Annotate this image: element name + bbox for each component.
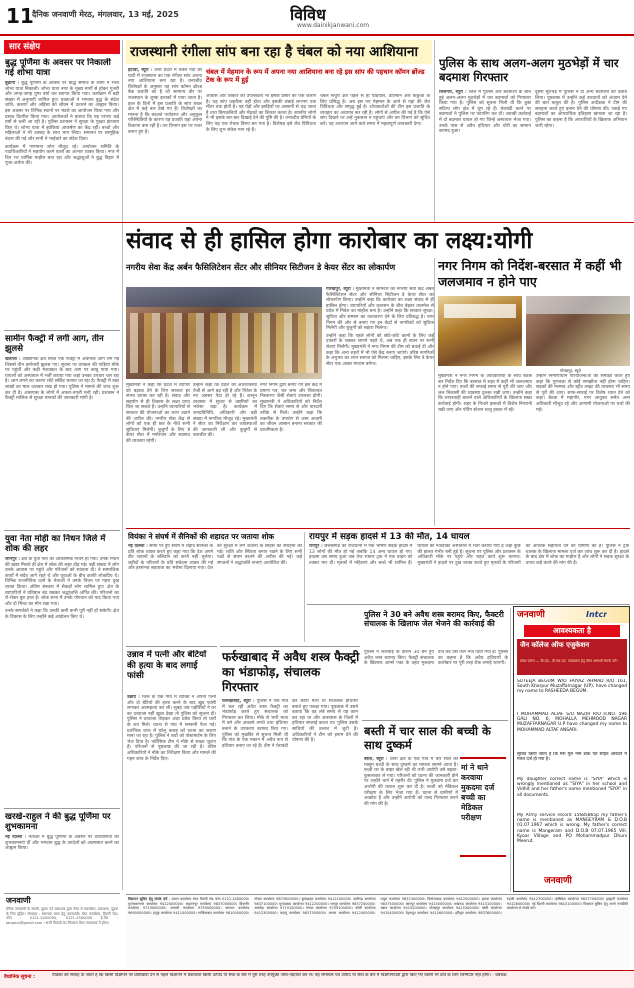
farrukhabad-body: फर्रुखाबाद, ब्यूरो । पुलिस ने एक गांव में चल रही अवैध शस्त्र फैक्ट्री का भंडाफोड़ करते हुए संचालक को गिरफ्तार कर लिया। मौके से भारी मात्रा में बने और अधबने तमंचे तथा हथियार बनाने के उपकरण बरामद किए गए। पुलिस को मुखबिर से सूचना मिली थी कि गांव के एक मकान में अवैध रूप से हथियार बनाए जा रहे हैं। टीम ने घेराबंदी कर छापा मारा तो संचालक हथियार बनाते हुए पकड़ा गया। पूछताछ में उसने बताया कि वह लंबे समय से यह काम कर रहा था और आसपास के जिलों में हथियार सप्लाई करता था। पुलिस उसके साथियों की तलाश में जुटी है। अधिकारियों ने टीम को इनाम देने की घोषणा की है। [222,699,358,749]
classified-ad-box [513,606,630,892]
disclaimer-label: वैधानिक सूचना : [4,974,36,980]
police30-body: पुलिस ने कार्रवाई के दौरान 30 बने हुए अवैध शस्त्र बरामद किए। फैक्ट्री संचालक के खिलाफ आर्म्स एक्ट के तहत मुकदमा दर्ज कर उसे जेल भेज दिया गया है। पुलिस का कहना है कि अवैध हथियारों के कारोबार पर पूरी तरह रोक लगाई जाएगी। [364,650,508,667]
brief-1-headline: बुद्ध पूर्णिमा के अवसर पर निकाली गई शोभा यात्रा [5,58,111,78]
basti-headline: बस्ती में चार साल की बच्ची के साथ दुष्कर्म [364,724,491,752]
brief-2-headline: सामीन फैक्ट्री में लगी आग, तीन झुलसे [5,334,104,354]
lead-subhead: नगरीय सेवा केंद्र अर्बन फैसिलिटेशन सेंटर और सीनियर सिटीजन डे केयर सेंटर का लोकार्पण [126,262,396,272]
brief-4-body: नई दिल्ली । नेताओं ने बुद्ध पूर्णिमा के अवसर पर देशवासियों को शुभकामनाएं दीं और भगवान बुद्ध के उपदेशों को आत्मसात करने का आह्वान किया। [5,835,119,852]
police-body-col2: दूसरी मुठभेड़ में पुलिस ने दो अन्य बदमाशों को दबोच लिया। पूछताछ में उन्होंने कई वारदातों को अंजाम देने की बात कबूल की है। पुलिस अधीक्षक ने टीम की सराहना करते हुए इनाम देने की घोषणा की। पकड़े गए बदमाशों का आपराधिक इतिहास खंगाला जा रहा है। पुलिस का कहना है कि अपराधियों के खिलाफ अभियान जारी रहेगा। [535,90,627,129]
unnao-body: उन्नाव । जिले के एक गांव में व्यक्ति ने अपनी पत्नी और दो बेटियों की हत्या करने के बाद खुद फांसी लगाकर आत्महत्या कर ली। सुबह जब पड़ोसियों ने घर का दरवाजा नहीं खुला देखा तो पुलिस को सूचना दी। पुलिस ने दरवाजा तोड़कर अंदर प्रवेश किया तो चारों के शव मिले। घटना से गांव में सनसनी फैल गई। प्रारंभिक जांच में घरेलू कलह को घटना का कारण माना जा रहा है। पुलिस ने शवों को पोस्टमार्टम के लिए भेज दिया है। फॉरेंसिक टीम ने मौके से साक्ष्य जुटाए हैं। परिजनों से पूछताछ की जा रही है। वरिष्ठ अधिकारियों ने मौके का निरीक्षण किया और मामले की गहन जांच के निर्देश दिए। [127,695,216,762]
notice-name-change-3: My daughter correct name is "SIYA" which is wrongly mentioned as "SIYA" in her school and Vidhit and her father's name mentioned "SIYA" in all documents. [517,777,627,798]
basti-body: बस्ती, ब्यूरो । थाना क्षेत्र के एक गांव में चार साल की मासूम बच्ची के साथ दुष्कर्म का मामला सामने आया है। बच्ची घर के बाहर खेल रही थी तभी आरोपी उसे बहला-फुसलाकर ले गया। परिजनों को घटना की जानकारी होने पर उन्होंने थाने में तहरीर दी। पुलिस ने मुकदमा दर्ज कर आरोपी की तलाश शुरू कर दी है। बच्ची को मेडिकल परीक्षण के लिए भेजा गया है। घटना से ग्रामीणों में आक्रोश है और उन्होंने आरोपी को जल्द गिरफ्तार करने की मांग की है। [364,757,458,807]
nagar-nigam-photo-2 [526,296,630,366]
viyon-body: नई दिल्ली । सीमा पर हुए संघर्ष में शहीद सैनिकों के प्रति शोक व्यक्त करते हुए कहा गया कि देश अपने वीर जवानों के बलिदान को कभी नहीं भूलेगा। शहीदों के परिवारों के प्रति संवेदना व्यक्त की गई और हरसंभव सहायता का भरोसा दिलाया गया। देश की सुरक्षा में लगे जवानों के साहस की सराहना की गई। शांति और स्थिरता बनाए रखने के लिए सभी पक्षों से संयम बरतने की अपील की गई। कई संगठनों ने श्रद्धांजलि सभाएं आयोजित कीं। [128,544,302,572]
chambal-body-col1: इटावा, ब्यूरो । उत्तर प्रदेश में चंबल नदी की घाटी में राजस्थान का एक रंगीला सांप अपना नया आशियाना बना रहा है। वन्यजीव विशेषज्ञों के अनुसार यह सांप कॉमन ब्रोंज्ड बैक प्रजाति का है जो सामान्य तौर पर राजस्थान के शुष्क इलाकों में पाया जाता है। हाल के दिनों में इस प्रजाति के सांप चंबल क्षेत्र में कई बार देखे गए हैं। विशेषज्ञों का मानना है कि बदलते पर्यावरण और अनुकूल परिस्थितियों के कारण यह प्रजाति यहां अपना ठिकाना बना रही है। वन विभाग इस पर नजर बनाए हुए है। [128,68,202,135]
police-headline: पुलिस के साथ अलग-अलग मुठभेड़ों में चार बदमाश गिरफ्तार [439,56,619,84]
basti-story [362,720,508,892]
basti-pullquote: मां ने थाने करवाया मुकदमा दर्ज बच्ची का मेडिकल परीक्षण [460,757,506,857]
classified-brand: जनवाणी [517,610,545,620]
unnao-headline: उन्नाव में पत्नी और बेटियों की हत्या के बाद लगाई फांसी [127,650,207,681]
nagar-nigam-caption: गोरखपुर, ब्यूरो [560,368,581,373]
brief-3-body: जौनपुर । क्षेत्र के युवा नेता का आकस्मिक निधन हो गया। उनके निधन की खबर मिलते ही क्षेत्र में शोक की लहर दौड़ गई। बड़ी संख्या में लोग उनके आवास पर पहुंचे और परिजनों को सांत्वना दी। वे सामाजिक कार्यों में सदैव आगे रहते थे और युवाओं के बीच काफी लोकप्रिय थे। विभिन्न राजनीतिक दलों के नेताओं ने उनके निधन पर गहरा दुख व्यक्त किया। अंतिम संस्कार में सैकड़ों लोग शामिल हुए। क्षेत्र के व्यापारियों ने प्रतिष्ठान बंद रखकर श्रद्धांजलि अर्पित की। परिजनों का रो-रोकर बुरा हाल है। शोक सभा में उनके योगदान को याद किया गया और दो मिनट का मौन रखा गया। उनके समर्थकों ने कहा कि उनकी कमी कभी पूरी नहीं हो सकेगी। क्षेत्र के विकास के लिए उन्होंने कई आंदोलन किए थे। [5,557,119,620]
lead-body-col3: नगर निगम द्वारा बनाए गए इस केंद्र में प्रमाण पत्र, कर जमा और शिकायत निस्तारण जैसी सेवाएं उपलब्ध होंगी। मुख्यमंत्री ने अधिकारियों को निर्देश दिए कि सेवाएं समय से और पारदर्शी तरीके से मिलें। उन्होंने कहा कि तकनीक के उपयोग से आम आदमी का जीवन आसान बनाना सरकार की प्राथमिकता है। [260,383,322,433]
brief-3-headline: युवा नेता मोही का निधन जिले में शोक की लहर [5,534,106,554]
paper-dateline: दैनिक जनवाणी मेरठ, मंगलवार, 13 मई, 2025 [32,10,179,19]
lead-body-col4: गोरखपुर, ब्यूरो । मुख्यमंत्री ने सोमवार को नगरीय सेवा केंद्र अर्बन फैसिलिटेशन सेंटर और सीनियर सिटीजन डे केयर सेंटर का लोकार्पण किया। उन्होंने कहा कि कारोबार का लक्ष्य संवाद से ही हासिल होगा। व्यापारियों और प्रशासन के बीच बेहतर तालमेल से प्रदेश में निवेश का माहौल बना है। उन्होंने कहा कि सरकार सुरक्षा, सुविधा और सम्मान का वातावरण देने के लिए प्रतिबद्ध है। नगर निगम की ओर से बनाए गए इन केंद्रों से नागरिकों को सुविधा मिलेगी और बुजुर्गों को सहारा मिलेगा। उन्होंने कहा कि पहले लोगों को छोटे-छोटे कामों के लिए कई दफ्तरों के चक्कर लगाने पड़ते थे, अब एक ही स्थान पर सभी सेवाएं मिलेंगी। मुख्यमंत्री ने नगर निगम की टीम को बधाई दी और कहा कि अन्य शहरों में भी ऐसे केंद्र बनाए जाएंगे। वरिष्ठ नागरिकों के अनुभव का लाभ समाज को मिलना चाहिए, इसके लिए डे केयर सेंटर एक अच्छा माध्यम बनेगा। [326,287,434,367]
imprint-box [4,893,120,967]
classified-footer-brand: जनवाणी [544,876,572,886]
viyon-headline: वियंका ने संघर्ष में सैनिकों की शहादत पर जताया शोक [128,532,275,541]
office-directory-text: विज्ञापन सूचित हेतु संपर्क करें : प्रधान कार्यालय मेरठ दिल्ली रोड फोन 0121-2400000। मुजफ्फरनगर कार्यालय 9412000000। सहारनपुर कार्यालय 9837000000। बिजनौर कार्यालय 9719000000। शामली कार्यालय 9759000000। बागपत कार्यालय 9690000000। हापुड़ कार्यालय 9411000000। गाजियाबाद कार्यालय 9810000000। नोएडा कार्यालय 9873000000। बुलंदशहर कार्यालय 9412100000। अलीगढ़ कार्यालय 9837100000। मुरादाबाद कार्यालय 9412200000। रामपुर कार्यालय 9837200000। अमरोहा कार्यालय 9719100000। संभल कार्यालय 9759100000। बरेली कार्यालय 9412300000। बदायूं कार्यालय 9837300000। आगरा कार्यालय 9412400000। मथुरा कार्यालय 9837400000। फिरोजाबाद कार्यालय 9412500000। इटावा कार्यालय 9837500000। कानपुर कार्यालय 9415000000। लखनऊ कार्यालय 9415100000। उन्नाव कार्यालय 9415200000। गोरखपुर कार्यालय 9415300000। बस्ती कार्यालय 9415400000। देहरादून कार्यालय 9412600000। हरिद्वार कार्यालय 9837600000। रुड़की कार्यालय 9412700000। ऋषिकेश कार्यालय 9837700000। हल्द्वानी कार्यालय 9412800000। नई दिल्ली कार्यालय 9810100000। विज्ञापन बुकिंग हेतु अपने नजदीकी कार्यालय से संपर्क करें। [128,897,628,915]
legal-disclaimer [0,970,634,988]
raipur-story [307,532,630,602]
nagar-nigam-body-col2: उन्होंने निर्माणाधीन परियोजनाओं की समीक्षा करते हुए कहा कि गुणवत्ता से कोई समझौता नहीं होना चाहिए। सड़कों की मरम्मत और स्ट्रीट लाइट की व्यवस्था भी समय से पूरी की जाए। साफ-सफाई पर विशेष ध्यान देने को कहा। बैठक में महापौर, नगर आयुक्त समेत अन्य अधिकारी मौजूद रहे और आगामी योजनाओं पर चर्चा की गई। [536,374,630,413]
brief-4-headline: खरखे-राहुल ने की बुद्ध पूर्णिमा पर शुभकामना [5,812,111,832]
masthead [0,0,634,36]
imprint-text: दैनिक जनवाणी के स्वामी, मुद्रक एवं प्रकाशक द्वारा मेरठ से प्रकाशित। प्रकाशक, मुद्रक के लिए मुद्रित। संपादक : समाचार चयन हेतु उत्तरदायी। मेरठ कार्यालय, दिल्ली रोड। फोन : 0121-2400000, 0121-2500000 ई-मेल : janwani@gmail.com । सभी विवादों का निपटारा मेरठ न्यायालय में होगा। [6,907,118,925]
disclaimer-text: पाठकों को सलाह दी जाती है कि किसी विज्ञापन पर प्रतिक्रिया देने से पहले विज्ञापन में प्रकाशित किसी उत्पाद या सेवा के बारे में पूरी तरह उपयुक्त जाँच-पड़ताल कर लें। यह समाचार पत्र उत्पाद या सेवा के बारे में विज्ञापनदाता द्वारा किए गए किसी भी दावे के लिए जिम्मेदार नहीं होगा। - प्रबंधक [52,973,507,978]
unnao-story [126,646,217,892]
police30-story [362,608,508,718]
notice-army-record: My Army service record 15685865p my father's name is mentioned as MANGEYRAM & D.O.B 01.07.1967 which is wrong. My father's correct name is Mangeram and D.O.B 07.07.1965 Vill. Kyoar Village and PO Mohammadpur Dhuni Meerut. [517,813,627,845]
brief-2-body: खतौली । औद्योगिक क्षेत्र स्थित एक फैक्ट्री में अचानक आग लग गई जिससे तीन कर्मचारी झुलस गए। सूचना पर दमकल की गाड़ियां मौके पर पहुंचीं और कड़ी मशक्कत के बाद आग पर काबू पाया गया। घायलों को अस्पताल में भर्ती कराया गया जहां उनका उपचार चल रहा है। आग लगने का कारण शॉर्ट सर्किट बताया जा रहा है। फैक्ट्री में रखा लाखों का माल जलकर राख हो गया। पुलिस ने मामले की जांच शुरू कर दी है। आसपास के लोगों में अफरा-तफरी मची रही। प्रशासन ने फैक्ट्री मालिक से सुरक्षा मानकों की जानकारी मांगी है। [5,357,119,402]
farrukhabad-headline: फर्रुखाबाद में अवैध शस्त्र फैक्ट्री का भंडाफोड़, संचालक गिरफ्तार [222,650,360,694]
section-title: विविध [290,5,326,24]
lead-headline: संवाद से ही हासिल होगा कारोबार का लक्ष्य:योगी [126,228,533,254]
imprint-title: जनवाणी [6,896,31,905]
farrukhabad-story [220,646,360,892]
viyon-story [126,532,302,642]
classified-brand-tag: Intcr [586,610,608,619]
police-body-col1: बिजनौर, ब्यूरो । जिले में पुलिस और बदमाशों के बीच हुई अलग-अलग मुठभेड़ों में चार बदमाशों को गिरफ्तार किया गया है। पुलिस को सूचना मिली थी कि कुछ संदिग्ध लोग क्षेत्र में घूम रहे हैं। घेराबंदी करने पर बदमाशों ने पुलिस पर फायरिंग कर दी। जवाबी कार्रवाई में दो बदमाश घायल हो गए जिन्हें अस्पताल भेजा गया। उनके पास से अवैध हथियार और चोरी का सामान बरामद हुआ। [439,90,531,135]
office-directory [126,894,630,968]
chambal-body-col2: आवास और शिकार की उपलब्धता भी इसके प्रसार का एक कारण है। यह सांप जहरीला नहीं होता और इसकी लंबाई लगभग एक मीटर तक होती है। यह पेड़ों और झाड़ियों पर आसानी से चढ़ जाता है तथा छिपकलियों और मेंढकों का शिकार करता है। स्थानीय लोगों ने भी इसके बार-बार दिखाई देने की पुष्टि की है। वन्यजीव प्रेमियों के लिए यह एक रोचक विषय बन गया है। विशेषज्ञ इसे जैव विविधता के लिए शुभ संकेत मान रहे हैं। [206,94,316,133]
nagar-nigam-body-col1: मुख्यमंत्री ने नगर निगम के अधिकारियों के साथ बैठक कर निर्देश दिए कि बरसात में शहर में कहीं भी जलजमाव न होने पाए। नालों की सफाई समय से पूरी की जाए और जल निकासी की व्यवस्था दुरुस्त रखी जाए। उन्होंने कहा कि लापरवाही बरतने वाले अधिकारियों के खिलाफ सख्त कार्रवाई होगी। शहर के निचले इलाकों में विशेष निगरानी रखी जाए और पंपिंग स्टेशन चालू हालत में रहें। [438,374,532,413]
brief-1-body: बुढाना । बुद्ध पूर्णिमा के अवसर पर बौद्ध समाज के लोगों ने भव्य शोभा यात्रा निकाली। शोभा यात्रा नगर के मुख्य मार्गों से होकर गुजरी और जगह-जगह पुष्प वर्षा कर स्वागत किया गया। कार्यक्रम में बड़ी संख्या में अनुयायी शामिल हुए। वक्ताओं ने भगवान बुद्ध के संदेश शांति, करुणा और अहिंसा को जीवन में उतारने का आह्वान किया। इस अवसर पर विभिन्न स्थानों पर भंडारे का आयोजन किया गया और प्रसाद वितरित किया गया। आयोजकों ने बताया कि यह परंपरा कई वर्षों से चली आ रही है। पुलिस प्रशासन ने सुरक्षा के पुख्ता इंतजाम किए थे। शोभा यात्रा में झांकियां आकर्षण का केंद्र रहीं। बच्चों और महिलाओं ने भी उत्साह के साथ भाग लिया। समापन पर सामूहिक वंदना की गई और सभी ने भाईचारे का संदेश दिया। कार्यक्रम में गणमान्य लोग मौजूद रहे। आयोजन समिति के पदाधिकारियों ने सहयोग करने वालों का आभार व्यक्त किया। नगर में दिन भर धार्मिक माहौल बना रहा और श्रद्धालुओं ने बुद्ध विहार में पूजा-अर्चना की। [5,81,119,167]
chambal-headline: राजस्थानी रंगीला सांप बना रहा है चंबल को नया आशियाना [130,44,418,60]
nagar-nigam-headline: नगर निगम को निर्देश-बरसात में कहीं भी जलजमाव न होने पाए [438,258,622,289]
chambal-subhead: चंबल में मेहमान के रूप में अपना नया आशियाना बना रहे इस सांप की पहचान कॉमन ब्रोंज्ड टेक के रूप में हुई [206,68,425,85]
nagar-nigam-photo [438,296,522,366]
institute-ad: जैन कॉलेज ऑफ एजुकेशन प्रवेश प्रारंभ — बी.एड., डी.एल.एड. पाठ्यक्रम हेतु योग्य अभ्यर्थी संपर्क करें। [517,639,627,675]
notice-hindi: सूचित किया जाता है कि मेरा मूल नाम डाक पते सहित आवेदन में गलत दर्ज हो गया है। [517,752,627,763]
police30-headline: पुलिस ने 30 बने अवैध शस्त्र बरामद किए, फैक्टरी संचालक के खिलाफ जेल भेजने की कार्रवाई की [364,610,504,629]
notice-name-change-1: SUTEEJA BEGUM W/O FAIYAZ AHMAD R/O 161, South Kharpur Muzaffarnagar (UP), have changed my name to RASHEEDA BEGUM. [517,679,627,695]
lead-body-col1: मुख्यमंत्री ने कहा कि प्रदेश में व्यापार को बढ़ावा देने के लिए सरकार हर संभव प्रयास कर रही है। संवाद और सहयोग से ही विकास के लक्ष्य प्राप्त किए जा सकते हैं। उन्होंने व्यापारियों से सरकार की योजनाओं का लाभ उठाने की अपील की। नगरीय सेवा केंद्र से लोगों को एक ही छत के नीचे सभी सुविधाएं मिलेंगी। बुजुर्गों के लिए डे केयर सेंटर में मनोरंजन और स्वास्थ्य की व्यवस्था रहेगी। [126,383,190,444]
police-story [437,40,630,222]
website-link[interactable]: www.dainikjanwani.com [297,22,370,29]
classified-notice-label: आवश्यकता है [524,625,620,637]
chambal-story [126,40,432,220]
page-number: 11 [6,4,34,28]
chambal-body-col3: चंबल सेंचुरी क्षेत्र पहले से ही घड़ियाल, डॉल्फिन और कछुओं के लिए प्रसिद्ध है। अब इस नए मेहमान के आने से यहां की जैव विविधता और समृद्ध हुई है। शोधकर्ताओं की टीम इस प्रजाति के व्यवहार का अध्ययन कर रही है। लोगों से अपील की गई है कि ऐसे सांप दिखने पर उन्हें नुकसान न पहुंचाएं और वन विभाग को सूचित करें। यह अध्ययन आने वाले समय में महत्वपूर्ण जानकारी देगा। [320,94,430,127]
institute-name: जैन कॉलेज ऑफ एजुकेशन [520,641,590,649]
lead-body-col2: उन्होंने कहा कि प्रदेश की अर्थव्यवस्था तेजी से आगे बढ़ रही है और निवेश के नए अवसर पैदा हो रहे हैं। कानून व्यवस्था में सुधार से उद्यमियों का भरोसा बढ़ा है। कार्यक्रम में जनप्रतिनिधि, अधिकारी और बड़ी संख्या में नागरिक मौजूद रहे। मुख्यमंत्री ने सेंटर का निरीक्षण कर व्यवस्थाओं की जानकारी ली और बुजुर्गों से बातचीत की। [193,383,257,439]
notice-name-change-2: I MOHAMMAD ALTAF S/O NAZIR R/O H.NO. 596 GALI NO. 6, MOHALLA MEHMOOD NAGAR MUZAFFARNAGAR U.P have changed my name to MOHAMMAD ALTAF ANSARI. [517,712,627,733]
news-brief-column [4,40,120,890]
raipur-headline: रायपुर में सड़क हादसे में 13 की मौत, 14 घायल [309,532,470,542]
raipur-body: रायपुर । छत्तीसगढ़ की राजधानी में एक भीषण सड़क हादसे में 13 लोगों की मौत हो गई जबकि 14 अन्य घायल हो गए। हादसा उस समय हुआ जब तेज रफ्तार ट्रक ने एक वाहन को टक्कर मार दी। मृतकों में महिलाएं और बच्चे भी शामिल हैं। घायलों को नजदीकी अस्पताल में भर्ती कराया गया है जहां कुछ की हालत गंभीर बनी हुई है। सूचना पर पुलिस और प्रशासन के अधिकारी मौके पर पहुंचे और राहत कार्य शुरू कराया। मुख्यमंत्री ने हादसे पर दुख व्यक्त करते हुए मृतकों के परिजनों को आर्थिक सहायता देने की घोषणा की है। पुलिस ने ट्रक चालक के खिलाफ मामला दर्ज कर जांच शुरू कर दी है। हादसे के बाद क्षेत्र में शोक का माहौल है और लोगों ने सड़क सुरक्षा के उपाय कड़े करने की मांग की है। [309,544,629,566]
lead-photo [126,287,322,379]
news-brief-label: सार संक्षेप [4,40,120,54]
